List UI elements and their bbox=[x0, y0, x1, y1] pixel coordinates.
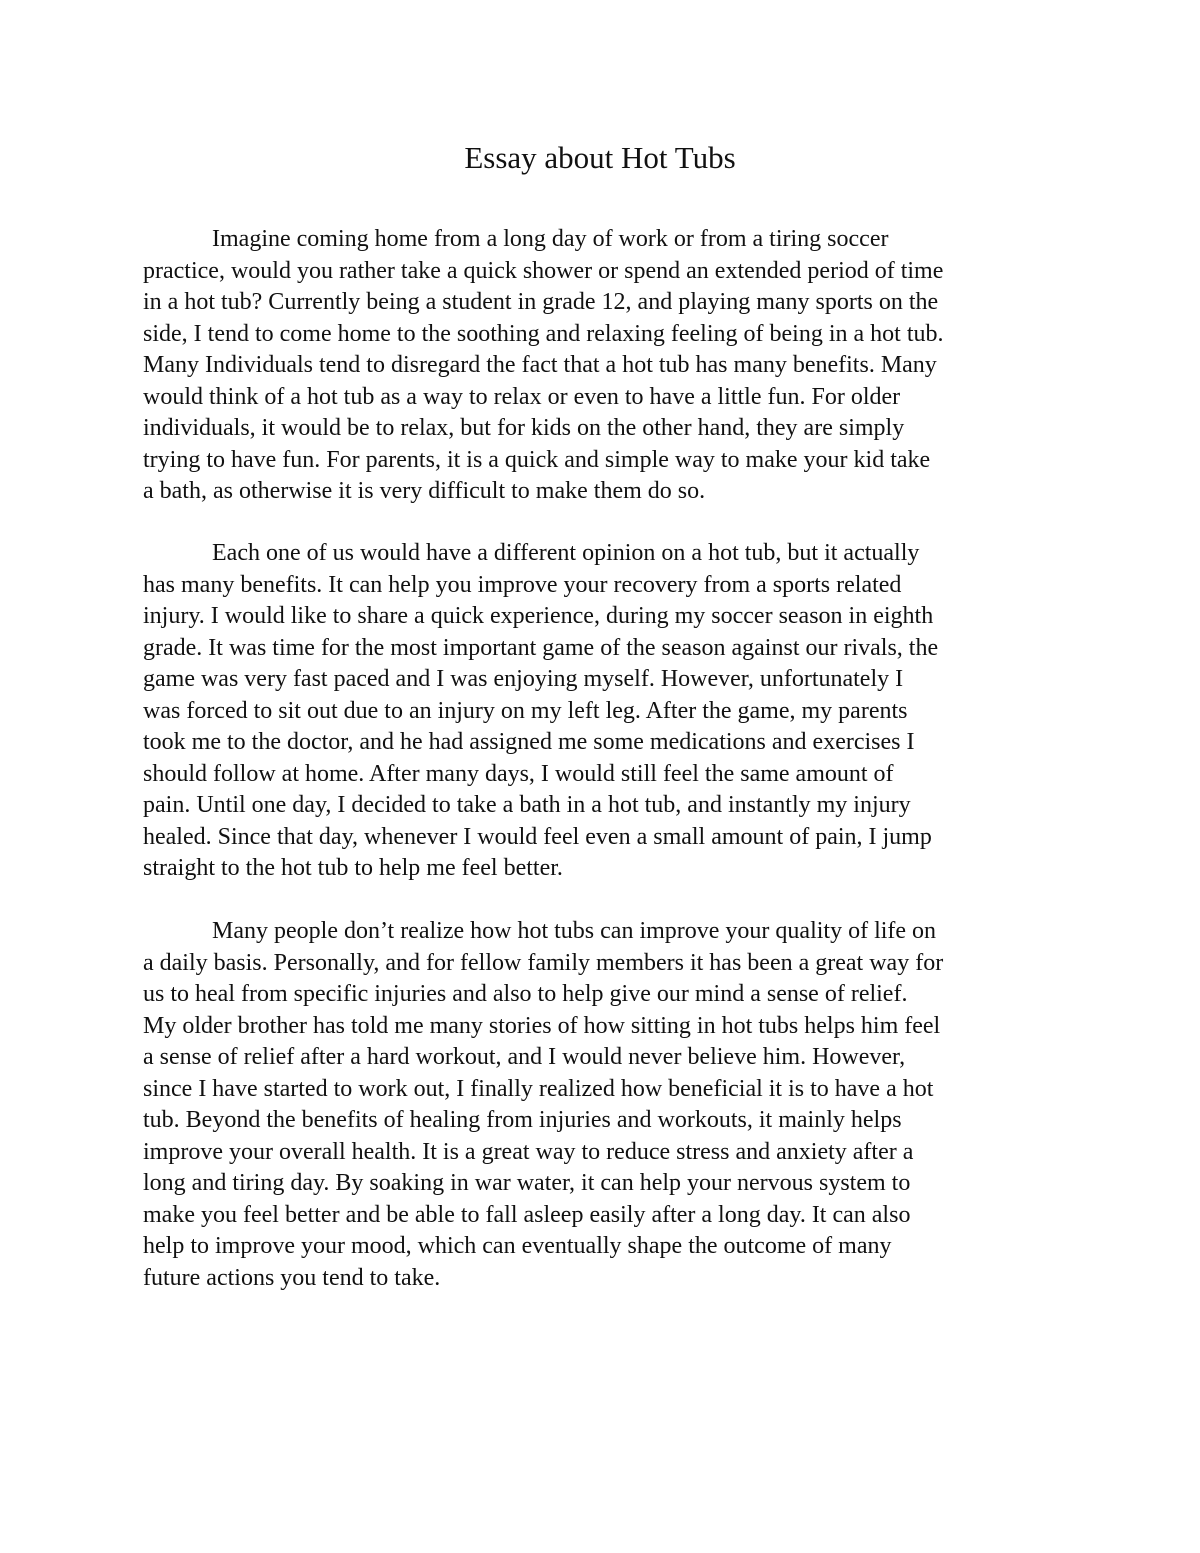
paragraph-line: a daily basis. Personally, and for fellow family members it has been a great way for bbox=[143, 949, 944, 976]
paragraph-line: trying to have fun. For parents, it is a quick and simple way to make your kid take bbox=[143, 446, 931, 473]
paragraph-line: straight to the hot tub to help me feel better. bbox=[143, 855, 563, 881]
paragraph-line: has many benefits. It can help you improve your recovery from a sports related bbox=[143, 571, 902, 598]
paragraph-line: long and tiring day. By soaking in war water, it can help your nervous system to bbox=[143, 1170, 911, 1196]
paragraph-line: game was very fast paced and I was enjoying myself. However, unfortunately I bbox=[143, 666, 904, 692]
paragraph-line: since I have started to work out, I finally realized how beneficial it is to have a hot bbox=[143, 1075, 934, 1102]
paragraph-line: was forced to sit out due to an injury on my left leg. After the game, my parents bbox=[143, 697, 908, 724]
paragraph-line: make you feel better and be able to fall asleep easily after a long day. It can also bbox=[143, 1201, 911, 1228]
paragraph-line: tub. Beyond the benefits of healing from injuries and workouts, it mainly helps bbox=[143, 1107, 902, 1133]
paragraph-line: took me to the doctor, and he had assigned me some medications and exercises I bbox=[143, 729, 915, 755]
paragraph-line: in a hot tub? Currently being a student in grade 12, and playing many sports on the bbox=[143, 289, 939, 315]
essay-title: Essay about Hot Tubs bbox=[464, 140, 736, 175]
paragraph-line: Many people don’t realize how hot tubs can improve your quality of life on bbox=[212, 918, 937, 944]
paragraph-line: practice, would you rather take a quick shower or spend an extended period of time bbox=[143, 257, 944, 284]
paragraph-line: a bath, as otherwise it is very difficult to make them do so. bbox=[143, 478, 706, 504]
paragraph-line: a sense of relief after a hard workout, and I would never believe him. However, bbox=[143, 1044, 906, 1070]
paragraph-line: healed. Since that day, whenever I would feel even a small amount of pain, I jump bbox=[143, 823, 932, 850]
paragraph-3 bbox=[143, 916, 1068, 1294]
paragraph-line: side, I tend to come home to the soothing and relaxing feeling of being in a hot tub. bbox=[143, 320, 944, 347]
paragraph-line: individuals, it would be to relax, but for kids on the other hand, they are simply bbox=[143, 415, 905, 441]
paragraph-2 bbox=[143, 538, 1068, 885]
paragraph-line: would think of a hot tub as a way to relax or even to have a little fun. For older bbox=[143, 383, 901, 410]
paragraph-line: grade. It was time for the most important game of the season against our rivals, the bbox=[143, 634, 939, 661]
paragraph-line: Many Individuals tend to disregard the fact that a hot tub has many benefits. Many bbox=[143, 352, 937, 378]
paragraph-line: us to heal from specific injuries and also to help give our mind a sense of relief. bbox=[143, 981, 908, 1007]
paragraph-line: future actions you tend to take. bbox=[143, 1264, 441, 1291]
paragraph-line: Imagine coming home from a long day of work or from a tiring soccer bbox=[212, 226, 889, 252]
paragraph-line: help to improve your mood, which can eventually shape the outcome of many bbox=[143, 1233, 892, 1259]
paragraph-line: pain. Until one day, I decided to take a bath in a hot tub, and instantly my injury bbox=[143, 792, 911, 818]
paragraph-line: Each one of us would have a different opinion on a hot tub, but it actually bbox=[212, 540, 920, 566]
paragraph-line: improve your overall health. It is a great way to reduce stress and anxiety after a bbox=[143, 1138, 914, 1165]
paragraph-1 bbox=[143, 224, 1068, 508]
paragraph-line: should follow at home. After many days, I would still feel the same amount of bbox=[143, 760, 894, 787]
paragraph-line: My older brother has told me many stories of how sitting in hot tubs helps him feel bbox=[143, 1012, 941, 1039]
paragraph-line: injury. I would like to share a quick experience, during my soccer season in eighth bbox=[143, 603, 934, 629]
